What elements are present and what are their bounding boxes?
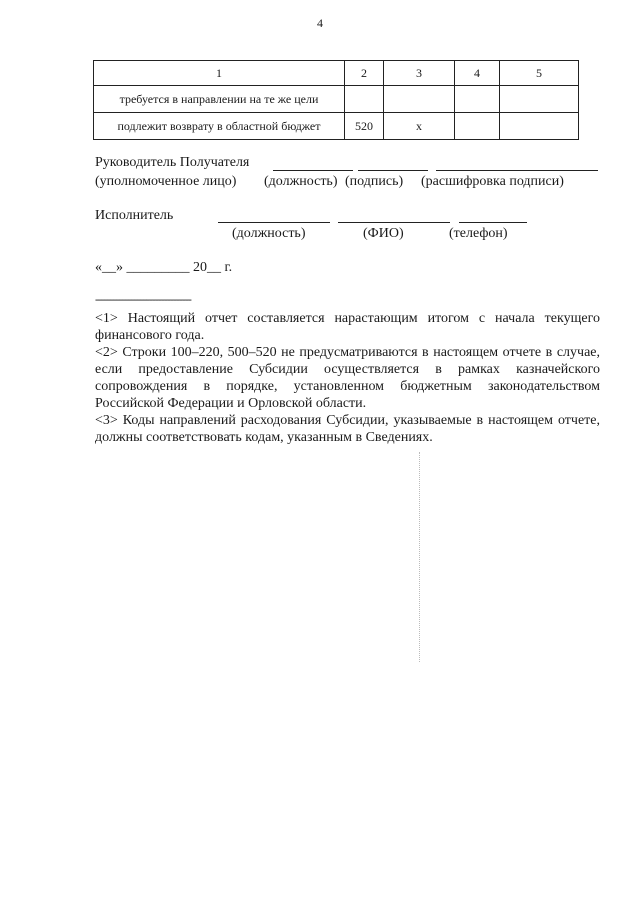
table-cell: 520 xyxy=(345,113,384,140)
executor-phone-line xyxy=(459,222,527,223)
footnote-2: <2> Строки 100–220, 500–520 не предусматриваются в настоящем отчете в случае, если предоставление Субсидии осуществляется в рамках казначейского сопровождения в порядке, установленном бюджетным законодательством Российской Федерации и Орловской области. xyxy=(95,345,600,411)
table-cell xyxy=(345,86,384,113)
table-row xyxy=(94,86,579,113)
table-cell: х xyxy=(384,113,455,140)
executor-position-line xyxy=(218,222,330,223)
header-cell: 5 xyxy=(500,61,579,86)
footnote-3: <3> Коды направлений расходования Субсидии, указываемые в настоящем отчете, должны соответствовать кодам, указанным в Сведениях. xyxy=(95,413,600,445)
header-cell: 2 xyxy=(345,61,384,86)
header-cell: 4 xyxy=(455,61,500,86)
footnote-1: <1> Настоящий отчет составляется нарастающим итогом с начала текущего финансового года. xyxy=(95,311,600,343)
executor-name-line xyxy=(338,222,450,223)
signature-decoding-line xyxy=(436,170,598,171)
head-caption-position: (должность) xyxy=(264,174,338,189)
table-cell xyxy=(455,86,500,113)
head-title: Руководитель Получателя xyxy=(95,155,250,170)
executor-title: Исполнитель xyxy=(95,208,174,223)
date-line: «__» _________ 20__ г. xyxy=(95,260,233,275)
page-number: 4 xyxy=(317,16,323,30)
table-header-row xyxy=(94,61,579,86)
head-caption-signature: (подпись) xyxy=(345,174,404,189)
table-cell xyxy=(455,113,500,140)
header-cell: 1 xyxy=(94,61,345,86)
scan-artifact xyxy=(419,452,420,662)
position-line xyxy=(273,170,353,171)
executor-caption-position: (должность) xyxy=(232,226,306,241)
table-cell xyxy=(500,113,579,140)
footnote-separator: -------------------------------- xyxy=(95,292,191,306)
table-cell-label: требуется в направлении на те же цели xyxy=(94,86,345,113)
table-cell-label: подлежит возврату в областной бюджет xyxy=(94,113,345,140)
table-row xyxy=(94,113,579,140)
executor-caption-name: (ФИО) xyxy=(363,226,404,241)
signature-line xyxy=(358,170,428,171)
footnotes xyxy=(95,310,600,446)
table-cell xyxy=(384,86,455,113)
executor-caption-phone: (телефон) xyxy=(449,226,508,241)
table-cell xyxy=(500,86,579,113)
head-caption-authorized: (уполномоченное лицо) xyxy=(95,174,237,189)
report-table xyxy=(93,60,579,140)
header-cell: 3 xyxy=(384,61,455,86)
head-caption-decoding: (расшифровка подписи) xyxy=(421,174,564,189)
